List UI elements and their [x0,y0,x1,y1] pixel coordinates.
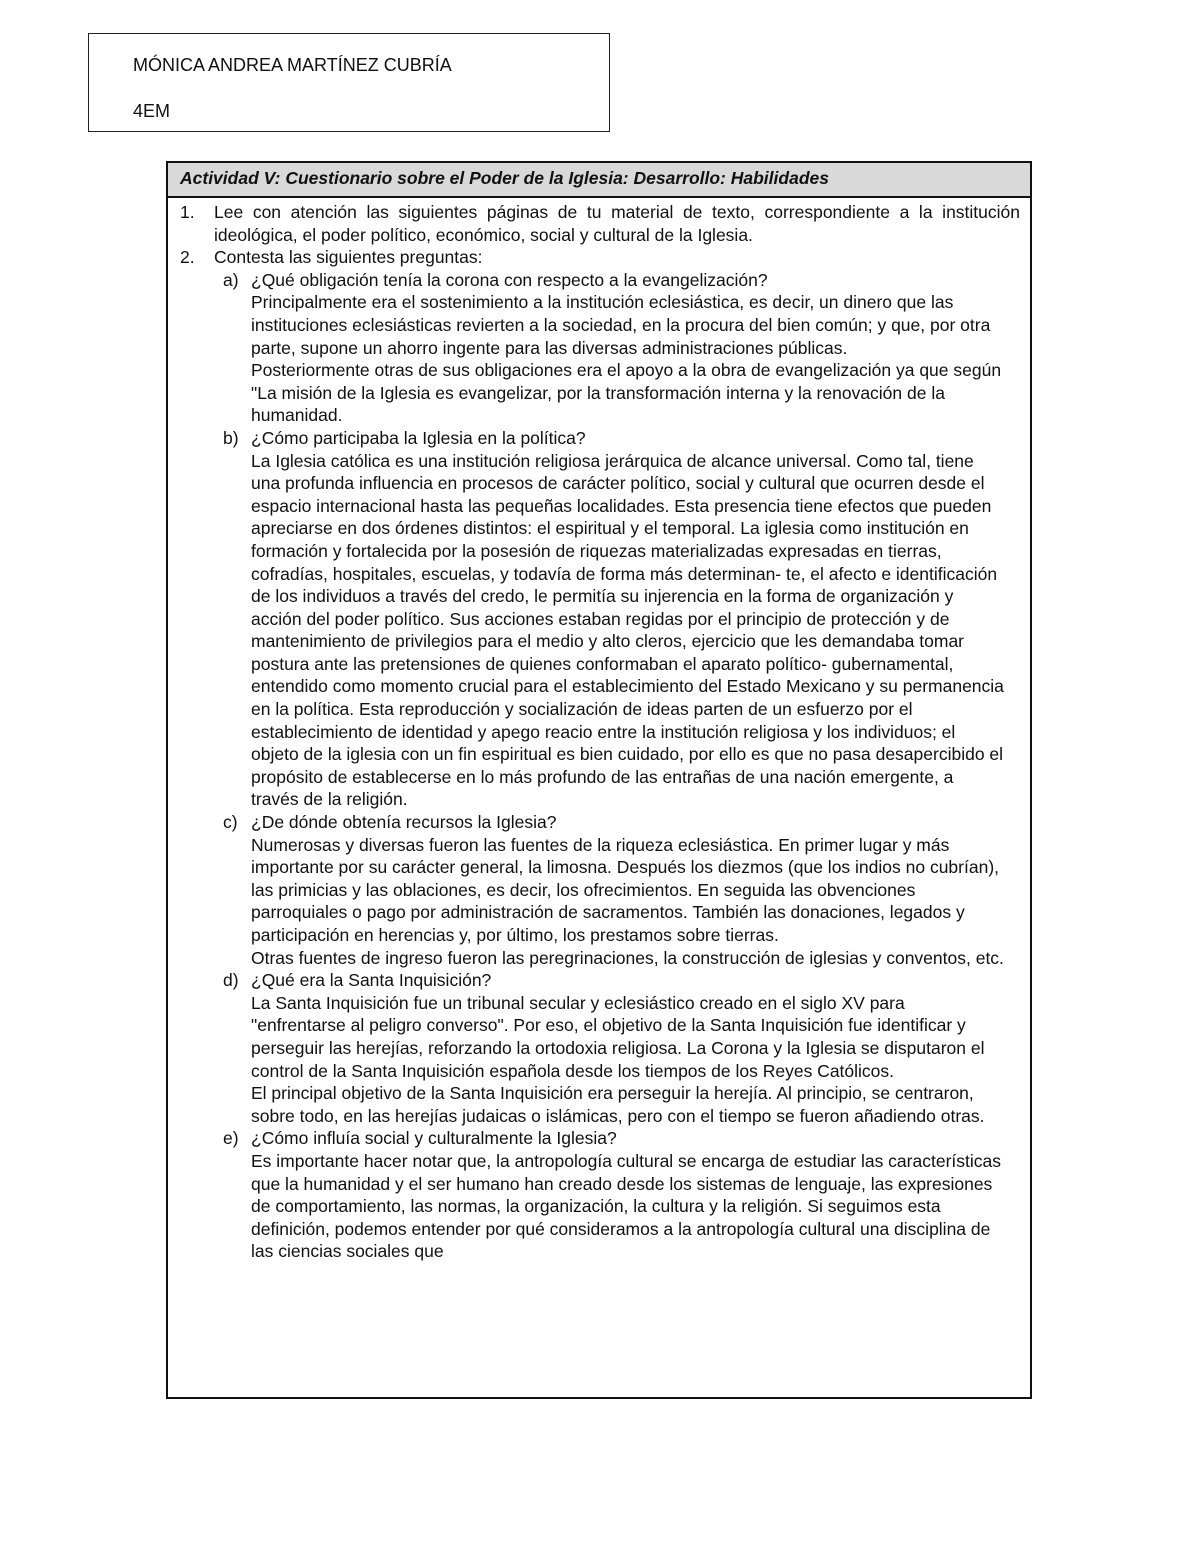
instruction-item [180,201,1020,246]
question-content [251,269,1020,427]
question-item [223,269,1020,427]
answer-paragraph: Otras fuentes de ingreso fueron las peregrinaciones, la construcción de iglesias y conventos, etc. [251,947,1004,968]
activity-title: Actividad V: Cuestionario sobre el Poder de la Iglesia: Desarrollo: Habilidades [168,163,1030,198]
question-text: ¿Cómo influía social y culturalmente la Iglesia? [251,1128,617,1149]
student-info-box [88,33,610,132]
answer-paragraph: Posteriormente otras de sus obligaciones era el apoyo a la obra de evangelización ya que según "La misión de la Iglesia es evangelizar, por la transformación interna y la renovación de la humanidad. [251,360,1002,426]
answer-paragraph: Numerosas y diversas fueron las fuentes de la riqueza eclesiástica. En primer lugar y más importante por su carácter general, la limosna. Después los diezmos (que los indios no cubrían), las primicias y las oblaciones, es decir, los ofrecimientos. En seguida las obvenciones parroquiales o pago por administración de sacramentos. También las donaciones, legados y participación en herencias y, por último, los prestamos sobre tierras. [251,834,1000,945]
answer-paragraph: La Santa Inquisición fue un tribunal secular y eclesiástico creado en el siglo XV para "enfrentarse al peligro converso". Por eso, el objetivo de la Santa Inquisición fue identificar y perseguir las herejías, reforzando la ortodoxia religiosa. La Corona y la Iglesia se disputaron el control de la Santa Inquisición española desde los tiempos de los Reyes Católicos. [251,992,985,1081]
instruction-item [180,246,1020,269]
answer-paragraph: Es importante hacer notar que, la antropología cultural se encarga de estudiar las características que la humanidad y el ser humano han creado desde los sistemas de lenguaje, las expresiones de comportamiento, las normas, la organización, la cultura y la religión. Si seguimos esta definición, podemos entender por qué consideramos a la antropología cultural una disciplina de las ciencias sociales que [251,1150,1001,1262]
instruction-number: 2. [180,247,195,268]
answer-paragraph: La Iglesia católica es una institución religiosa jerárquica de alcance universal. Como tal, tiene una profunda influencia en procesos de carácter político, social y cultural que ocurren desde el espacio internacional hasta las pequeñas localidades. Esta presencia tiene efectos que pueden apreciarse en dos órdenes distintos: el espiritual y el temporal. La iglesia como institución en formación y fortalecida por la posesión de riquezas materializadas expresadas en tierras, cofradías, hospitales, escuelas, y todavía de forma más determinan- te, el afecto e identificación de los individuos a través del credo, le permitía su injerencia en la forma de organización y acción del poder político. Sus acciones estaban regidas por el principio de protección y de mantenimiento de privilegios para el medio y alto cleros, ejercicio que les demandaba tomar postura ante las pretensiones de quienes conformaban el aparato político- gubernamental, entendido como momento crucial para el establecimiento del Estado Mexicano y su permanencia en la política. Esta reproducción y socialización de ideas parten de un esfuerzo por el establecimiento de identidad y apego reacio entre la institución religiosa y los individuos; el objeto de la iglesia con un fin espiritual es bien cuidado, por ello es que no pasa desapercibido el propósito de establecerse en lo más profundo de las entrañas de una nación emergente, a través de la religión. [251,450,1004,810]
student-name: MÓNICA ANDREA MARTÍNEZ CUBRÍA [133,55,452,75]
question-letter: c) [223,812,238,833]
answer-paragraph: Principalmente era el sostenimiento a la institución eclesiástica, es decir, un dinero que las instituciones eclesiásticas revierten a la sociedad, en la procura del bien común; y que, por otra parte, supone un ahorro ingente para las diversas administraciones públicas. [251,292,991,358]
question-letter: a) [223,269,239,290]
question-item [223,969,1020,1127]
question-text: ¿Qué obligación tenía la corona con respecto a la evangelización? [251,269,768,290]
question-item [223,1127,1020,1263]
activity-table [166,161,1032,1399]
question-text: ¿Cómo participaba la Iglesia en la política? [251,427,586,448]
activity-body [168,198,1030,1397]
instruction-text: Lee con atención las siguientes páginas de tu material de texto, correspondiente a la institución ideológica, el poder político, económico, social y cultural de la Iglesia. [214,202,1020,245]
question-letter: e) [223,1128,239,1149]
question-content [251,427,1020,811]
answer-paragraph: El principal objetivo de la Santa Inquisición era perseguir la herejía. Al principio, se centraron, sobre todo, en las herejías judaicas o islámicas, pero con el tiempo se fueron añadiendo otras. [251,1083,985,1126]
instruction-number: 1. [180,202,195,222]
student-group: 4EM [133,101,171,121]
question-text: ¿De dónde obtenía recursos la Iglesia? [251,812,557,833]
question-letter: b) [223,427,239,448]
question-item [223,427,1020,811]
question-content [251,969,1020,1127]
question-item [223,811,1020,969]
question-content [251,1127,1020,1263]
question-content [251,811,1020,969]
question-text: ¿Qué era la Santa Inquisición? [251,970,492,991]
question-letter: d) [223,970,239,991]
instruction-text: Contesta las siguientes preguntas: [214,247,483,268]
